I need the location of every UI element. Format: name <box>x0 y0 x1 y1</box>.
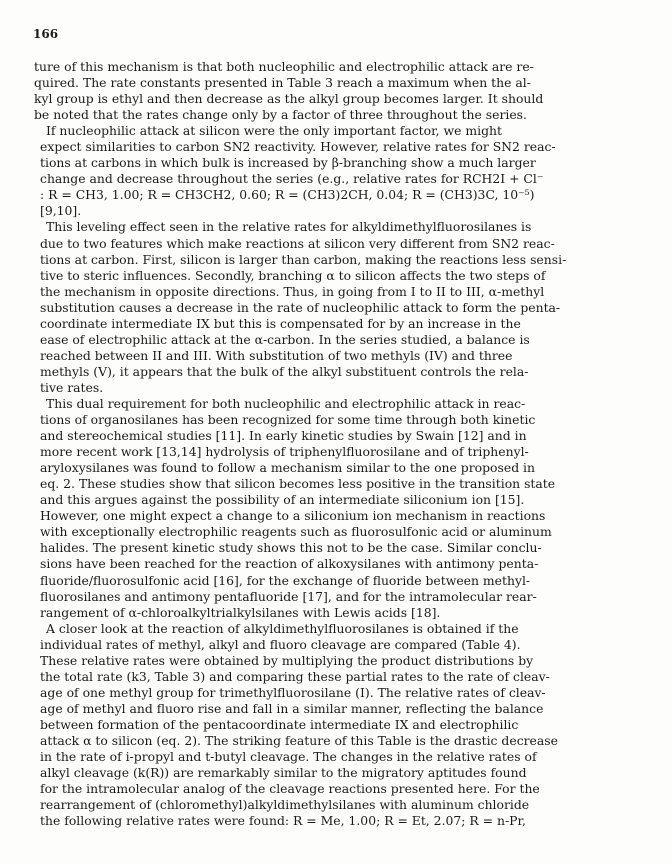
text-line: the total rate (k3, Table 3) and comparing these partial rates to the rate of cleav- <box>40 668 550 684</box>
paragraph <box>34 396 632 621</box>
text-line: more recent work [13,14] hydrolysis of triphenylfluorosilane and of triphenyl- <box>40 444 529 460</box>
text-line: kyl group is ethyl and then decrease as the alkyl group becomes larger. It should <box>34 91 544 107</box>
text-line: expect similarities to carbon SN2 reactivity. However, relative rates for SN2 reac- <box>40 139 556 155</box>
text-line: rearrangement of (chloromethyl)alkyldimethylsilanes with aluminum chloride <box>40 797 530 813</box>
text-line: fluoride/fluorosulfonic acid [16], for the exchange of fluoride between methyl- <box>40 572 531 588</box>
text-line: tions at carbon. First, silicon is larger than carbon, making the reactions less sensi- <box>40 251 567 267</box>
text-line: tive to steric influences. Secondly, branching α to silicon affects the two steps of <box>40 267 546 283</box>
text-line: methyls (V), it appears that the bulk of the alkyl substituent controls the rela- <box>40 363 529 379</box>
text-line: between formation of the pentacoordinate intermediate IX and electrophilic <box>40 716 519 732</box>
text-line: These relative rates were obtained by multiplying the product distributions by <box>40 652 534 668</box>
text-line: : R = CH3, 1.00; R = CH3CH2, 0.60; R = (CH3)2CH, 0.04; R = (CH3)3C, 10⁻⁵) <box>40 187 535 203</box>
text-line: ture of this mechanism is that both nucleophilic and electrophilic attack are re- <box>34 59 534 74</box>
text-line: tions at carbons in which bulk is increased by β-branching show a much larger <box>40 155 536 171</box>
text-line: and stereochemical studies [11]. In early kinetic studies by Swain [12] and in <box>40 428 527 444</box>
text-line: However, one might expect a change to a siliconium ion mechanism in reactions <box>40 508 546 524</box>
text-line: [9,10]. <box>40 203 82 219</box>
text-body <box>34 59 632 829</box>
text-line: tions of organosilanes has been recognized for some time through both kinetic <box>40 412 536 428</box>
text-line: rangement of α-chloroalkyltrialkylsilanes with Lewis acids [18]. <box>40 604 441 620</box>
page-number: 166 <box>33 27 59 41</box>
text-line: If nucleophilic attack at silicon were the only important factor, we might <box>46 123 503 139</box>
text-line: aryloxysilanes was found to follow a mechanism similar to the one proposed in <box>40 460 536 476</box>
text-line: be noted that the rates change only by a factor of three throughout the series. <box>34 107 527 123</box>
text-line: fluorosilanes and antimony pentafluoride [17], and for the intramolecular rear- <box>40 588 537 604</box>
text-line: alkyl cleavage (k(R)) are remarkably similar to the migratory aptitudes found <box>40 765 527 781</box>
text-line: age of methyl and fluoro rise and fall in a similar manner, reflecting the balance <box>40 700 544 716</box>
text-line: eq. 2. These studies show that silicon becomes less positive in the transition state <box>40 476 556 492</box>
text-line: This leveling effect seen in the relative rates for alkyldimethylfluorosilanes is <box>46 219 532 235</box>
text-line: change and decrease throughout the series (e.g., relative rates for RCH2I + Cl⁻ <box>40 171 544 187</box>
paragraph <box>34 219 632 396</box>
text-line: substitution causes a decrease in the rate of nucleophilic attack to form the penta- <box>40 299 561 315</box>
text-line: A closer look at the reaction of alkyldimethylfluorosilanes is obtained if the <box>46 620 519 636</box>
text-line: This dual requirement for both nucleophilic and electrophilic attack in reac- <box>46 395 526 411</box>
text-line: for the intramolecular analog of the cleavage reactions presented here. For the <box>40 781 540 797</box>
text-line: and this argues against the possibility of an intermediate siliconium ion [15]. <box>40 492 525 508</box>
text-line: with exceptionally electrophilic reagents such as fluorosulfonic acid or aluminum <box>40 524 552 540</box>
text-line: in the rate of i-propyl and t-butyl cleavage. The changes in the relative rates of <box>40 749 537 765</box>
text-line: age of one methyl group for trimethylfluorosilane (I). The relative rates of cleav- <box>40 684 546 700</box>
text-line: attack α to silicon (eq. 2). The striking feature of this Table is the drastic decrease <box>40 732 558 748</box>
paragraph <box>34 621 632 830</box>
text-line: ease of electrophilic attack at the α-carbon. In the series studied, a balance is <box>40 331 530 347</box>
text-line: the following relative rates were found: R = Me, 1.00; R = Et, 2.07; R = n-Pr, <box>40 813 526 829</box>
text-line: tive rates. <box>40 379 104 395</box>
text-line: halides. The present kinetic study shows this not to be the case. Similar conclu- <box>40 540 542 556</box>
text-line: due to two features which make reactions at silicon very different from SN2 reac- <box>40 235 555 251</box>
paragraph <box>34 123 632 219</box>
text-line: individual rates of methyl, alkyl and fluoro cleavage are compared (Table 4). <box>40 636 521 652</box>
text-line: the mechanism in opposite directions. Thus, in going from I to II to III, α-methyl <box>40 283 545 299</box>
text-line: sions have been reached for the reaction of alkoxysilanes with antimony penta- <box>40 556 539 572</box>
text-line: coordinate intermediate IX but this is compensated for by an increase in the <box>40 315 521 331</box>
paragraph <box>34 59 632 123</box>
text-line: quired. The rate constants presented in Table 3 reach a maximum when the al- <box>34 75 531 91</box>
text-line: reached between II and III. With substitution of two methyls (IV) and three <box>40 347 513 363</box>
